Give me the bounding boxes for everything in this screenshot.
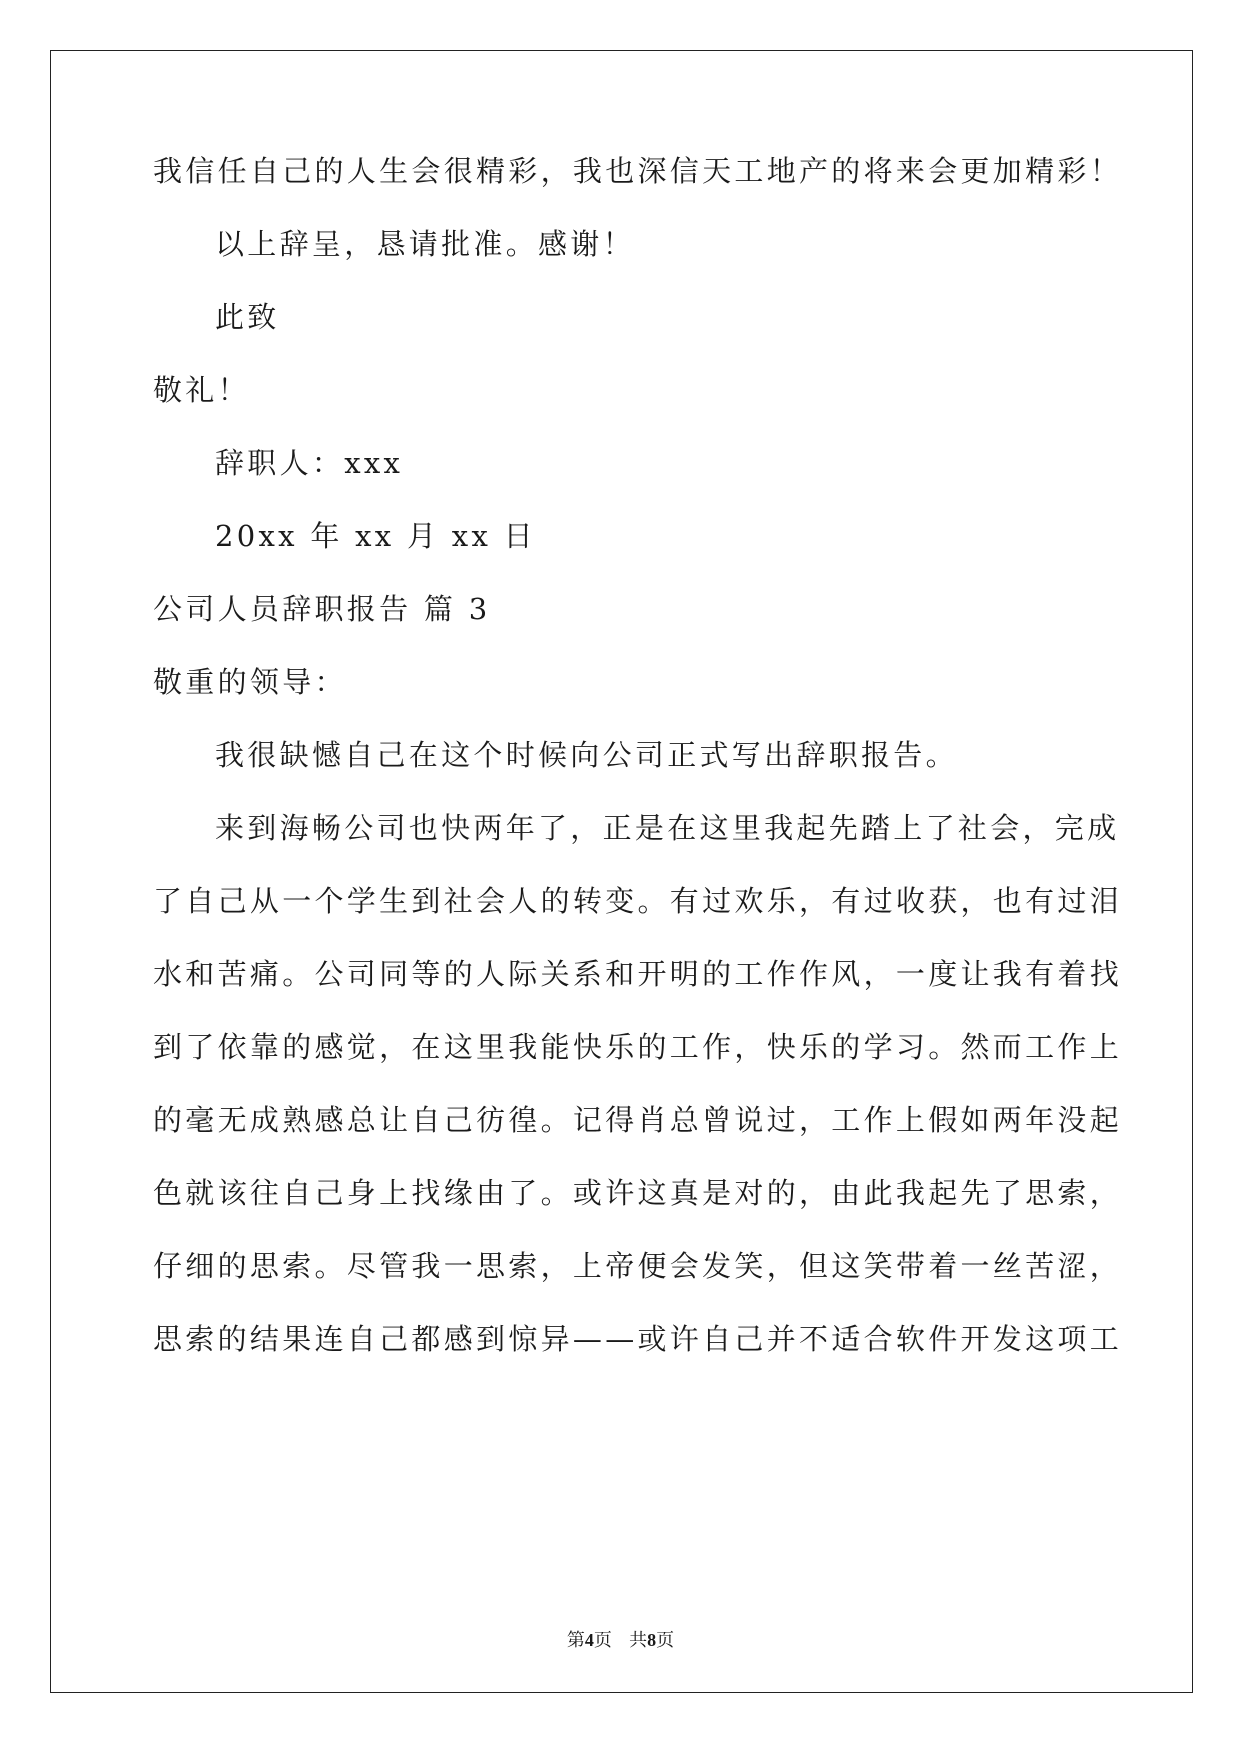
text-line: 辞职人：xxx (215, 446, 404, 480)
current-page-number: 4 (584, 1630, 594, 1650)
footer-page-suffix: 页 (593, 1630, 612, 1651)
text-line: 思索的结果连自己都感到惊异——或许自己并不适合软件开发这项工 (153, 1322, 1123, 1356)
text-line: 水和苦痛。公司同等的人际关系和开明的工作作风，一度让我有着找 (153, 957, 1123, 991)
footer-total-prefix: 共 (629, 1630, 648, 1651)
text-line: 了自己从一个学生到社会人的转变。有过欢乐，有过收获，也有过泪 (153, 884, 1123, 918)
text-line: 到了依靠的感觉，在这里我能快乐的工作，快乐的学习。然而工作上 (153, 1030, 1123, 1064)
text-line: 以上辞呈，恳请批准。感谢！ (215, 227, 635, 261)
footer-total-suffix: 页 (656, 1630, 675, 1651)
text-line: 色就该往自己身上找缘由了。或许这真是对的，由此我起先了思索， (153, 1176, 1123, 1210)
text-line: 20xx 年 xx 月 xx 日 (215, 519, 536, 553)
text-line: 仔细的思索。尽管我一思索，上帝便会发笑，但这笑带着一丝苦涩， (153, 1249, 1123, 1283)
text-line: 来到海畅公司也快两年了，正是在这里我起先踏上了社会，完成 (215, 811, 1120, 845)
text-line: 敬礼！ (153, 373, 250, 407)
page-footer (0, 1629, 1241, 1652)
text-line: 的毫无成熟感总让自己彷徨。记得肖总曾说过，工作上假如两年没起 (153, 1103, 1123, 1137)
salutation: 敬重的领导： (153, 665, 347, 699)
text-line: 我很缺憾自己在这个时候向公司正式写出辞职报告。 (215, 738, 958, 772)
footer-prefix: 第 (566, 1630, 585, 1651)
section-heading: 公司人员辞职报告 篇 3 (153, 592, 491, 626)
text-line: 此致 (215, 300, 280, 334)
total-page-number: 8 (647, 1630, 657, 1650)
text-line: 我信任自己的人生会很精彩，我也深信天工地产的将来会更加精彩！ (153, 154, 1123, 188)
